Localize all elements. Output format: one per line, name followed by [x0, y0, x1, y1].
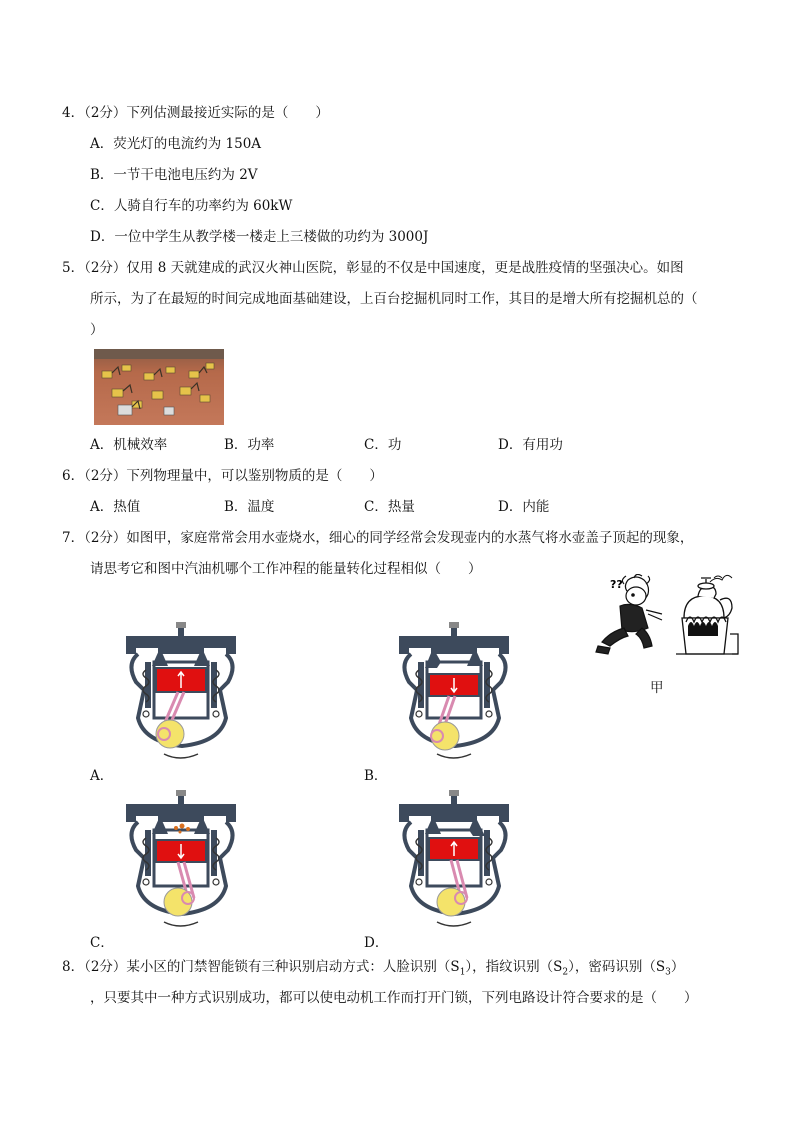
q4-option-c[interactable]: C．人骑自行车的功率约为 60kW [90, 198, 293, 214]
q5-option-a[interactable]: A．机械效率 [90, 437, 168, 453]
q6-option-d[interactable]: D．内能 [498, 499, 550, 515]
q8-stem-line2: ，只要其中一种方式识别成功，都可以使电动机工作而打开门锁，下列电路设计符合要求的是（ ） [90, 990, 698, 1006]
q4-option-a[interactable]: A．荧光灯的电流约为 150A [90, 136, 262, 152]
q5-option-c[interactable]: C．功 [364, 437, 402, 453]
s1-subscript: 1 [459, 967, 466, 978]
q6-option-a[interactable]: A．热值 [90, 499, 141, 515]
question-marks: ?? [610, 578, 623, 591]
engine-diagram-c[interactable] [120, 790, 242, 940]
q5-stem-line1: 5．（2分）仅用 8 天就建成的武汉火神山医院，彰显的不仅是中国速度，更是战胜疫情的坚强决心。如图 [62, 260, 684, 276]
engine-label-a: A． [90, 768, 114, 784]
q8-text-1: 8．（2分）某小区的门禁智能锁有三种识别启动方式：人脸识别（S [62, 959, 460, 975]
engine-diagram-a[interactable] [120, 622, 242, 772]
engine-diagram-b[interactable] [393, 622, 515, 772]
q5-option-d[interactable]: D．有用功 [498, 437, 563, 453]
kettle-figure [590, 574, 740, 669]
q6-option-b[interactable]: B．温度 [224, 499, 275, 515]
q4-option-b[interactable]: B．一节干电池电压约为 2V [90, 167, 258, 183]
q8-text-3: ），密码识别（S [568, 959, 666, 975]
q8-text-2: ），指纹识别（S [465, 959, 563, 975]
engine-label-d: D． [364, 935, 389, 951]
q6-option-c[interactable]: C．热量 [364, 499, 415, 515]
engine-label-b: B． [364, 768, 388, 784]
q8-text-4: ） [670, 959, 685, 975]
s2-subscript: 2 [562, 967, 569, 978]
q4-option-d[interactable]: D．一位中学生从教学楼一楼走上三楼做的功约为 3000J [90, 229, 429, 245]
q6-stem: 6．（2分）下列物理量中，可以鉴别物质的是（ ） [62, 468, 383, 484]
q5-stem-line2: 所示，为了在最短的时间完成地面基础建设，上百台挖掘机同时工作，其目的是增大所有挖掘机总的（ [90, 291, 698, 307]
s3-subscript: 3 [665, 967, 671, 978]
engine-label-c: C． [90, 935, 114, 951]
q5-option-b[interactable]: B．功率 [224, 437, 275, 453]
figure-label-jia: 甲 [650, 680, 664, 696]
q7-stem-line1: 7．（2分）如图甲，家庭常常会用水壶烧水，细心的同学经常会发现壶内的水蒸气将水壶盖子顶起的现象， [62, 530, 694, 546]
q4-stem: 4．（2分）下列估测最接近实际的是（ ） [62, 105, 329, 121]
excavator-photo [94, 349, 224, 425]
engine-diagram-d[interactable] [393, 790, 515, 940]
q7-stem-line2: 请思考它和图中汽油机哪个工作冲程的能量转化过程相似（ ） [90, 561, 482, 577]
q5-stem-line3: ） [90, 322, 104, 338]
q8-stem-line1 [62, 958, 684, 976]
